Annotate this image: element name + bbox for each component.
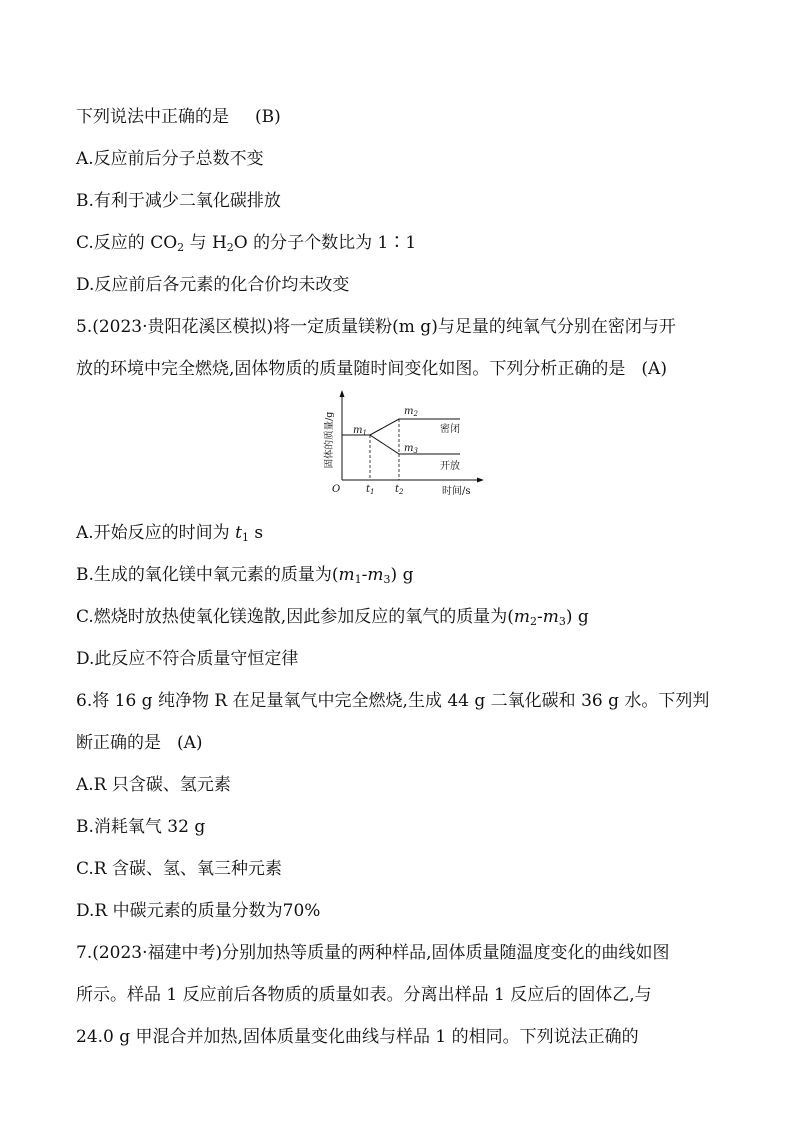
x-axis-arrow bbox=[477, 478, 484, 483]
q6-option-b: B.消耗氧气 32 g bbox=[76, 817, 206, 837]
q6-option-a: A.R 只含碳、氢元素 bbox=[76, 775, 231, 795]
q4-option-b: B.有利于减少二氧化碳排放 bbox=[76, 191, 281, 211]
q4-option-a: A.反应前后分子总数不变 bbox=[76, 149, 264, 169]
q5-option-b-s2: 3 bbox=[383, 573, 391, 586]
q5-option-c-v1: m bbox=[513, 607, 530, 627]
q5-option-b-v1: m bbox=[338, 565, 355, 585]
q5-option-c-post: ) g bbox=[565, 607, 589, 627]
q5-option-c-dash: - bbox=[536, 607, 543, 627]
graph-origin: O bbox=[332, 484, 341, 495]
q4-option-c-sub1: 2 bbox=[177, 241, 185, 254]
q5-option-a-sub: 1 bbox=[241, 531, 249, 544]
q5-option-a bbox=[76, 522, 263, 544]
q5-option-b-pre: B.生成的氧化镁中氧元素的质量为( bbox=[76, 565, 339, 585]
q6-stem-2: 断正确的是 bbox=[76, 733, 161, 753]
graph-label-open: 开放 bbox=[440, 461, 460, 472]
graph-ylabel: 固体的质量/g bbox=[324, 411, 335, 469]
q6-stem-line-2 bbox=[76, 732, 203, 754]
q5-option-c-s1: 2 bbox=[529, 615, 537, 628]
y-axis-arrow bbox=[340, 390, 345, 397]
q7-stem-line-1: 7.(2023·福建中考)分别加热等质量的两种样品,固体质量随温度变化的曲线如图 bbox=[76, 943, 670, 963]
graph-label-closed: 密闭 bbox=[440, 424, 460, 435]
graph-m1: $m_1$ bbox=[353, 425, 367, 437]
q5-option-a-var: t bbox=[235, 523, 242, 543]
q5-option-b-dash: - bbox=[361, 565, 368, 585]
q5-option-c-v2: m bbox=[542, 607, 559, 627]
graph-m2: $m_2$ bbox=[404, 406, 418, 418]
q5-option-b-post: ) g bbox=[390, 565, 414, 585]
graph-xlabel: 时间/s bbox=[442, 486, 471, 497]
q4-answer: (B) bbox=[255, 107, 281, 127]
q5-option-b-v2: m bbox=[367, 565, 384, 585]
q7-stem-line-3: 24.0 g 甲混合并加热,固体质量变化曲线与样品 1 的相同。下列说法正确的 bbox=[76, 1027, 639, 1047]
q5-stem-line-1: 5.(2023·贵阳花溪区模拟)将一定质量镁粉(m g)与足量的纯氧气分别在密闭与开 bbox=[76, 317, 676, 337]
q5-option-b bbox=[76, 564, 413, 586]
q5-option-c-pre: C.燃烧时放热使氧化镁逸散,因此参加反应的氧气的质量为( bbox=[76, 607, 514, 627]
q5-stem-2: 放的环境中完全燃烧,固体物质的质量随时间变化如图。下列分析正确的是 bbox=[76, 359, 626, 379]
q5-option-d: D.此反应不符合质量守恒定律 bbox=[76, 649, 299, 669]
q5-stem-line-2 bbox=[76, 358, 667, 380]
mass-time-graph bbox=[320, 388, 490, 498]
q7-stem-line-2: 所示。样品 1 反应前后各物质的质量如表。分离出样品 1 反应后的固体乙,与 bbox=[76, 985, 652, 1005]
q6-stem-line-1: 6.将 16 g 纯净物 R 在足量氧气中完全燃烧,生成 44 g 二氧化碳和 36 g 水。下列判 bbox=[76, 691, 710, 711]
q4-option-c-pre: C.反应的 CO bbox=[76, 233, 178, 253]
q4-option-c-post: O 的分子个数比为 1∶1 bbox=[233, 233, 417, 253]
q5-option-b-s1: 1 bbox=[354, 573, 362, 586]
graph-m3: $m_3$ bbox=[404, 443, 418, 455]
q4-option-d: D.反应前后各元素的化合价均未改变 bbox=[76, 275, 350, 295]
q4-option-c bbox=[76, 232, 416, 254]
graph-t1: $t_1$ bbox=[366, 484, 375, 496]
q4-option-c-sub2: 2 bbox=[226, 241, 234, 254]
q5-answer: (A) bbox=[641, 359, 667, 379]
graph-t2: $t_2$ bbox=[395, 484, 404, 496]
q5-option-a-pre: A.开始反应的时间为 bbox=[76, 523, 236, 543]
q4-stem: 下列说法中正确的是 bbox=[76, 107, 229, 127]
q6-option-d: D.R 中碳元素的质量分数为70% bbox=[76, 901, 321, 921]
q6-answer: (A) bbox=[177, 733, 203, 753]
q5-option-c-s2: 3 bbox=[558, 615, 566, 628]
q4-option-c-mid: 与 H bbox=[184, 233, 227, 253]
q4-stem-line bbox=[76, 106, 281, 128]
q6-option-c: C.R 含碳、氢、氧三种元素 bbox=[76, 859, 283, 879]
q5-option-a-post: s bbox=[248, 523, 264, 543]
q5-option-c bbox=[76, 606, 589, 628]
